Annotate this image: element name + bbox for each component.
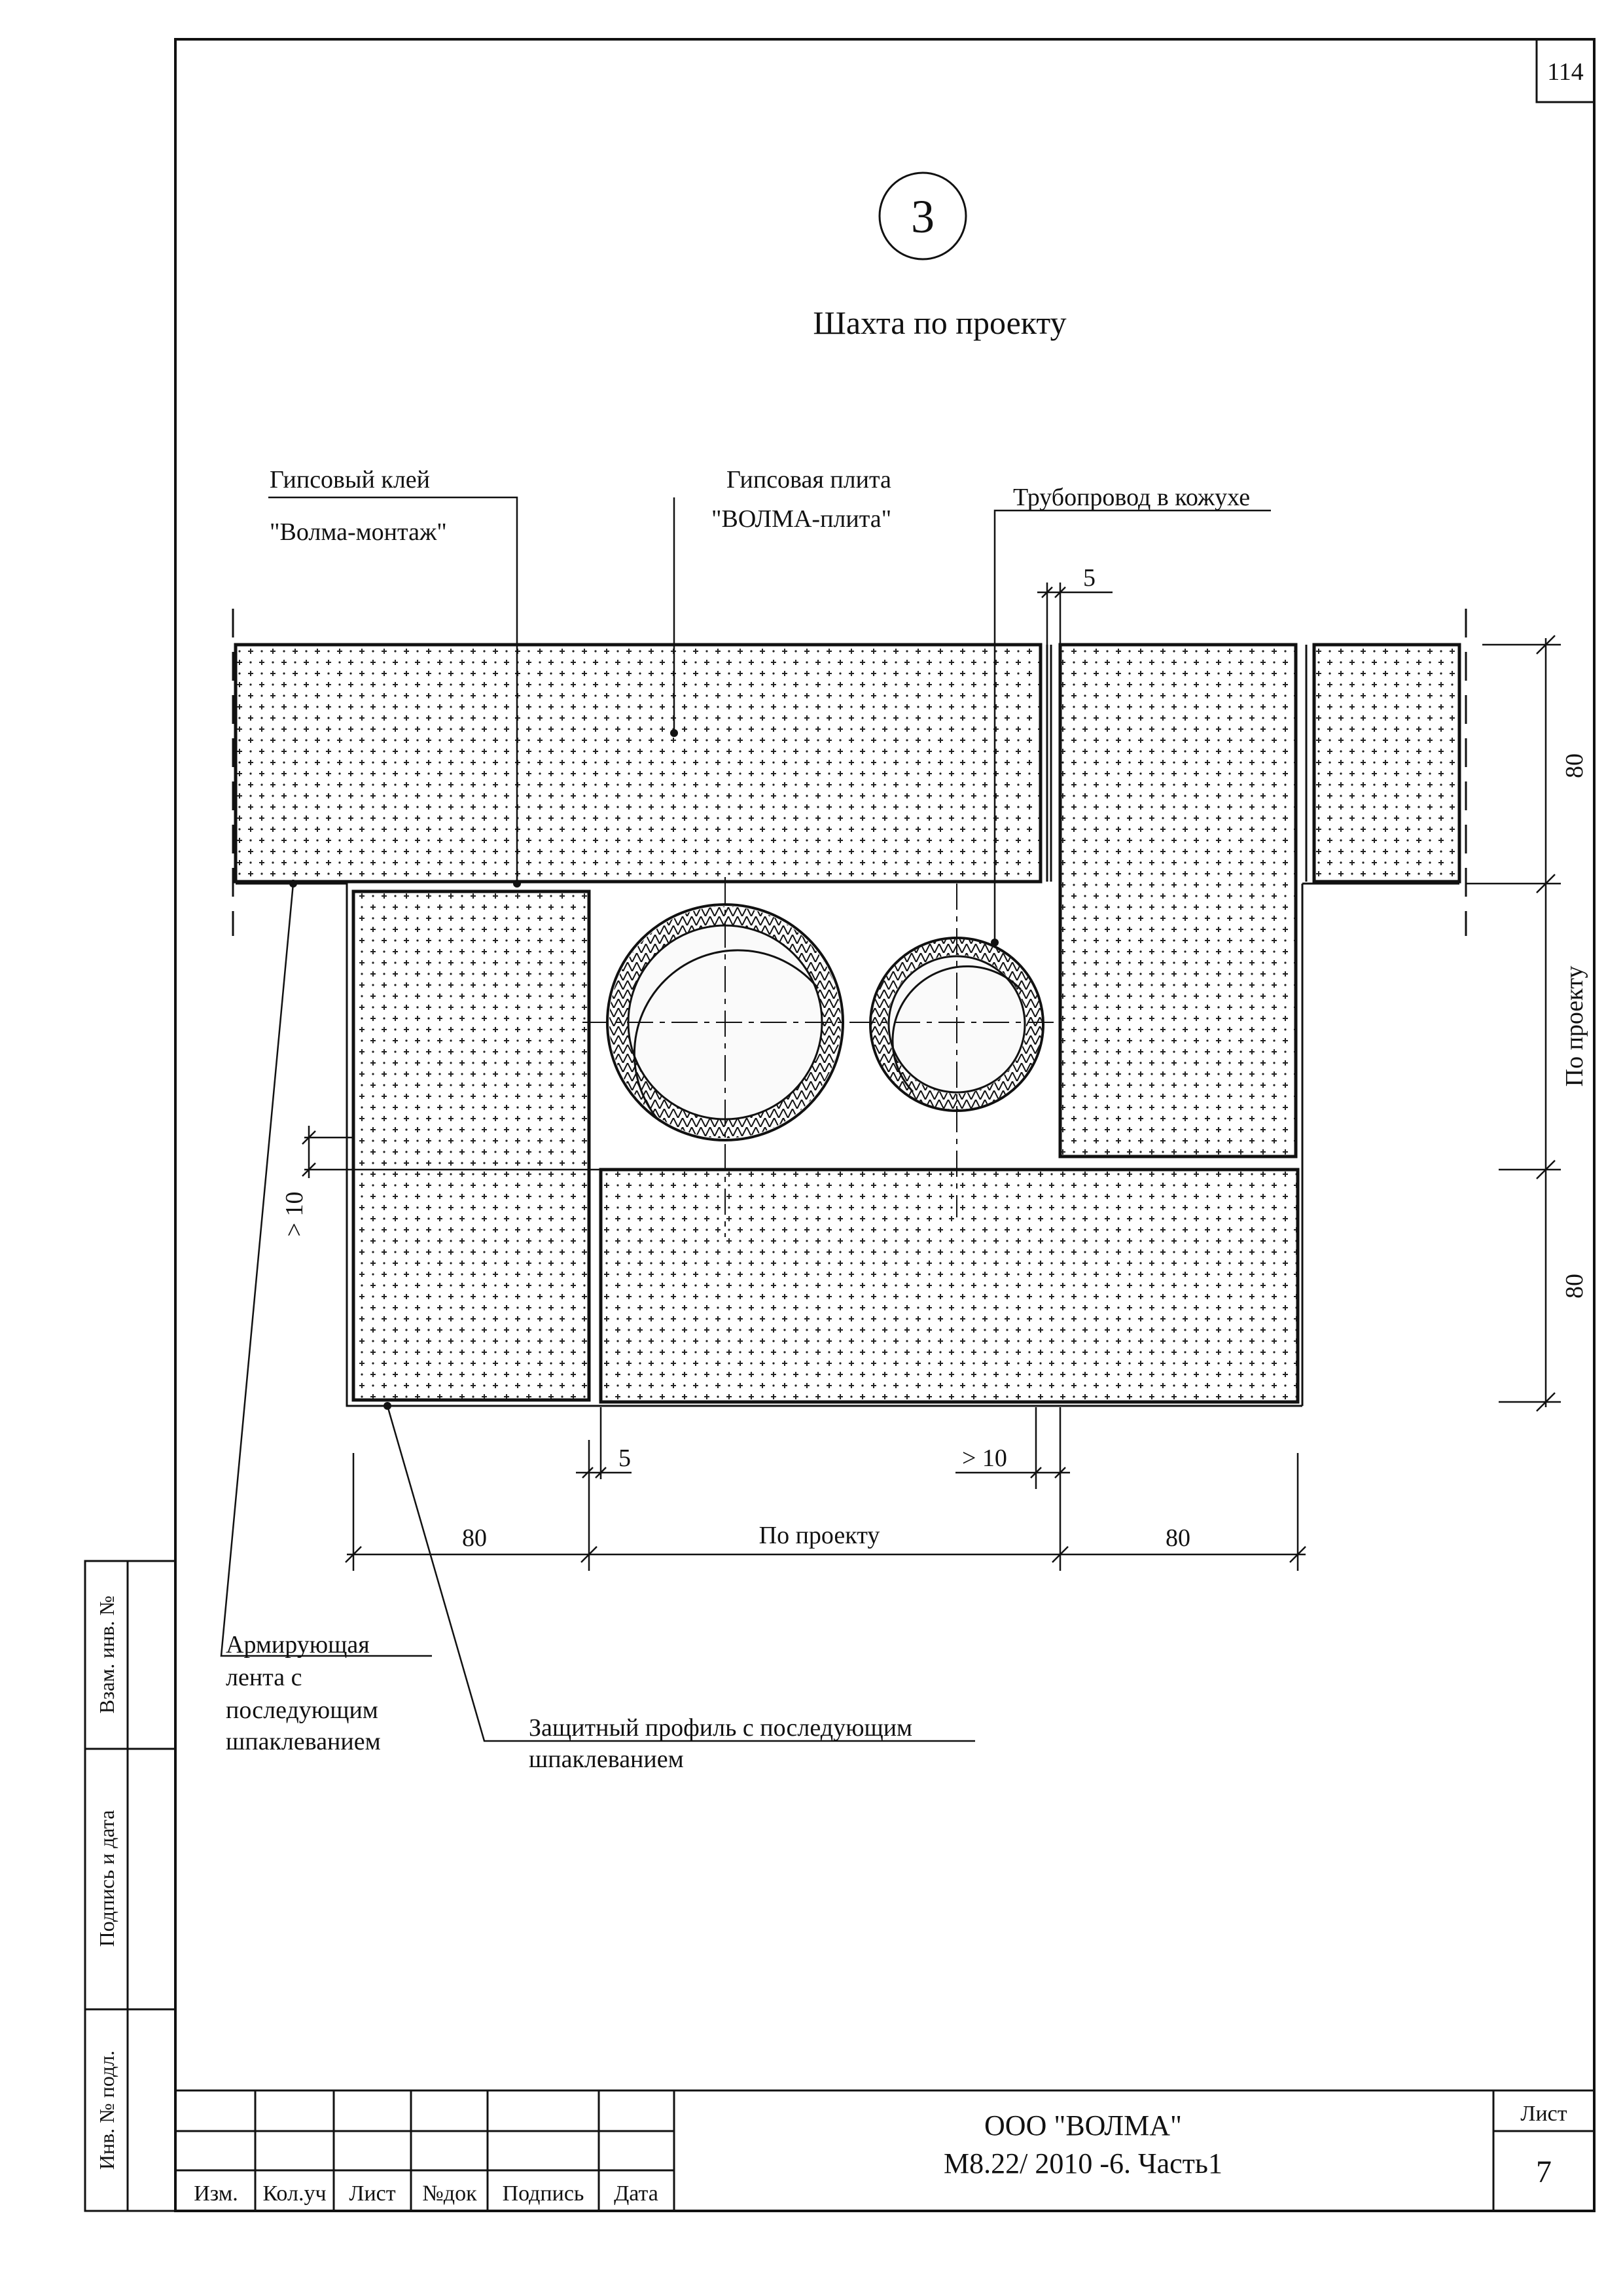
board-bottom: [601, 1170, 1298, 1402]
callout-adhesive-1: Гипсовый клей: [270, 466, 430, 493]
drawing-title: Шахта по проекту: [813, 304, 1067, 341]
tb-col-podp: Подпись: [502, 2181, 584, 2206]
sheet-number-top: 114: [1547, 58, 1584, 86]
tb-col-list: Лист: [349, 2181, 396, 2206]
board-far-right: [1314, 645, 1459, 882]
callout-adhesive-2: "Волма-монтаж": [270, 518, 447, 546]
dim-gap-top: 5: [1083, 564, 1096, 592]
dim-right-bottom: 80: [1561, 1274, 1588, 1299]
callout-pipe: Трубопровод в кожухе: [1013, 484, 1251, 511]
dim-bottom-left: 80: [462, 1524, 487, 1552]
dim-right-top: 80: [1561, 753, 1588, 778]
dim-left-gap: > 10: [281, 1191, 308, 1237]
callout-profile-1: Защитный профиль с последующим: [529, 1714, 913, 1742]
tb-sheet-label: Лист: [1520, 2102, 1567, 2126]
dim-gap-bottom: 5: [618, 1444, 631, 1472]
dim-bottom-middle: По проекту: [758, 1522, 880, 1549]
detail-marker: [880, 173, 966, 259]
tb-col-data: Дата: [614, 2181, 658, 2206]
callout-profile-2: шпаклеванием: [529, 1746, 684, 1773]
tb-doc: М8.22/ 2010 -6. Часть1: [944, 2147, 1222, 2179]
callout-tape-4: шпаклеванием: [226, 1728, 381, 1755]
dim-bottom-right: 80: [1166, 1524, 1190, 1552]
board-top-left: [236, 645, 1041, 882]
stamp-inv-orig: Инв. № подл.: [95, 2050, 118, 2170]
callout-tape-2: лента с: [226, 1664, 302, 1691]
callout-board-1: Гипсовая плита: [726, 466, 891, 493]
dim-bottom-gap: > 10: [962, 1444, 1007, 1472]
dim-right-middle: По проекту: [1561, 965, 1588, 1087]
gypsum-boards: [236, 645, 1459, 1402]
tb-org: ООО "ВОЛМА": [984, 2109, 1182, 2142]
tb-col-kolu: Кол.уч: [262, 2181, 327, 2206]
detail-number: 3: [911, 190, 935, 243]
board-top-right: [1060, 645, 1296, 1157]
callout-tape-1: Армирующая: [226, 1631, 370, 1659]
board-left: [353, 891, 589, 1400]
tb-col-izm: Изм.: [194, 2181, 238, 2206]
stamp-sign-date: Подпись и дата: [95, 1810, 118, 1947]
callout-tape-3: последующим: [226, 1696, 378, 1724]
callout-board-2: "ВОЛМА-плита": [711, 505, 892, 533]
tb-sheet-value: 7: [1536, 2155, 1552, 2189]
tb-col-ndok: №док: [422, 2181, 477, 2206]
stamp-inv-replace: Взам. инв. №: [95, 1595, 118, 1714]
